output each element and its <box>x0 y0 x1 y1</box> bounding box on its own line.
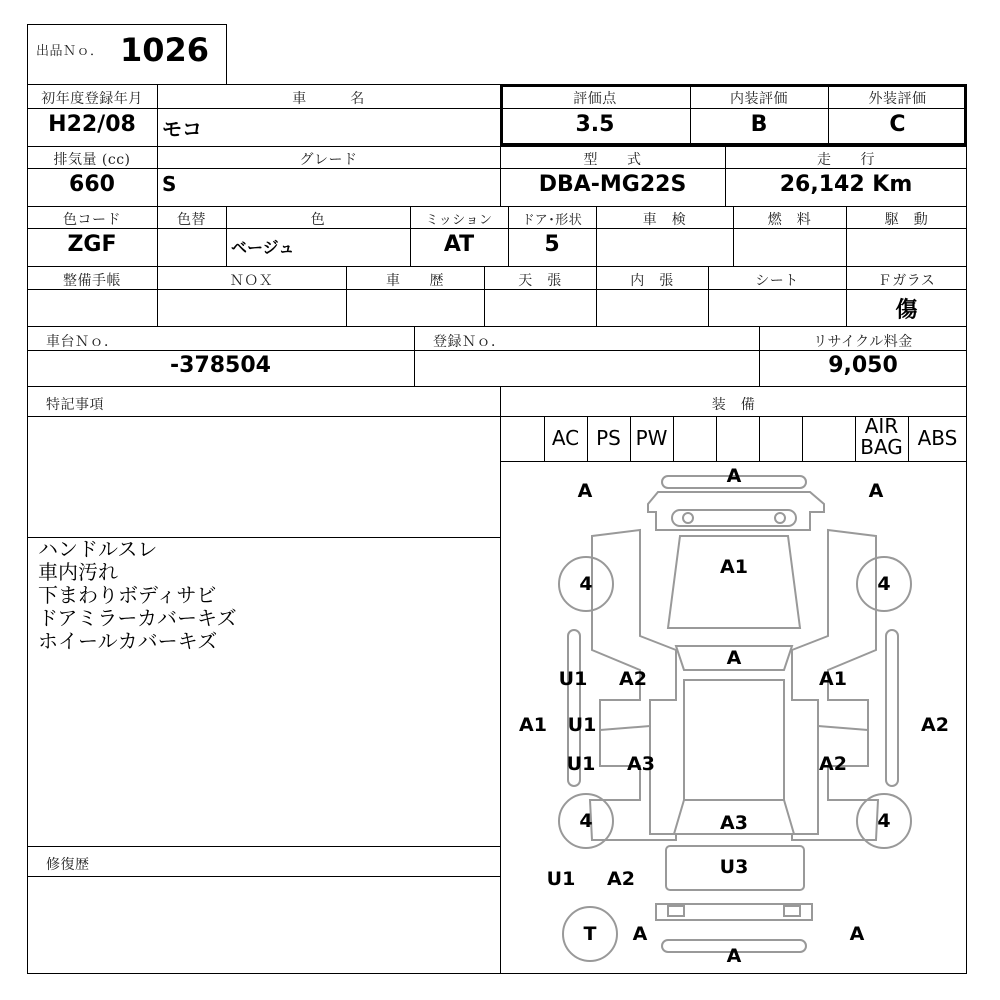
mark-front-left-corner: A <box>577 480 593 502</box>
mark-right-side: A2 <box>921 714 949 736</box>
remark-line: ドアミラーカバーキズ <box>38 606 237 630</box>
mark-right-front-door: A1 <box>819 668 847 690</box>
history-label: 車 歴 <box>386 273 444 289</box>
mark-front-right-corner: A <box>868 480 884 502</box>
remark-line: 車内汚れ <box>38 560 118 584</box>
door-label: ドア･形状 <box>521 213 583 228</box>
color-value: ベージュ <box>231 238 295 257</box>
registration-label: 登録Ｎｏ． <box>433 334 506 350</box>
remark-line: ハンドルスレ <box>38 537 158 561</box>
mission-label: ミッション <box>425 213 493 228</box>
grade-label: グレード <box>299 152 358 168</box>
lot-label: 出品Ｎｏ． <box>36 44 104 59</box>
mark-left-sill: U1 <box>567 714 597 736</box>
inspection-label: 車 検 <box>642 212 687 228</box>
car-name-label: 車 名 <box>292 91 365 107</box>
mark-rear-bumper: A <box>726 945 742 967</box>
remark-line: 下まわりボディサビ <box>38 583 217 607</box>
maintenance-label: 整備手帳 <box>63 273 121 289</box>
mark-left-rear-door-u: U1 <box>566 753 596 775</box>
door-value: 5 <box>544 232 560 257</box>
interior-value: B <box>750 112 768 137</box>
equip-airbag: AIR BAG <box>860 414 903 459</box>
car-name-value: モコ <box>162 117 202 141</box>
color-code-value: ZGF <box>67 232 117 257</box>
color-change-label: 色替 <box>177 212 206 228</box>
equip-pw: PW <box>635 426 668 450</box>
mark-front-left-tire: 4 <box>579 573 593 595</box>
roof-label: 天 張 <box>518 273 562 289</box>
mark-hood: A1 <box>720 556 748 578</box>
interior-trim-label: 内 張 <box>630 273 674 289</box>
first-reg-value: H22/08 <box>48 112 136 137</box>
mark-rear-left-u: U1 <box>546 868 576 890</box>
remarks-label: 特記事項 <box>46 397 104 413</box>
mark-rear-right-tire: 4 <box>877 810 891 832</box>
interior-label: 内装評価 <box>730 91 788 107</box>
mark-left-side: A1 <box>519 714 547 736</box>
exterior-label: 外装評価 <box>868 91 927 107</box>
model-label: 型 式 <box>583 152 642 168</box>
remark-line: ホイールカバーキズ <box>38 629 218 653</box>
mark-tailgate: U3 <box>719 856 749 878</box>
mark-left-front-door: A2 <box>619 668 647 690</box>
mark-left-front-fender: U1 <box>558 668 588 690</box>
score-value: 3.5 <box>575 112 615 137</box>
fglass-value: 傷 <box>895 297 918 323</box>
displacement-value: 660 <box>69 172 115 197</box>
equip-ps: PS <box>596 426 621 450</box>
mileage-value: 26,142 Km <box>779 172 913 197</box>
grade-value: S <box>162 172 177 196</box>
model-value: DBA-MG22S <box>538 172 687 197</box>
score-label: 評価点 <box>573 91 617 107</box>
mark-rear-bumper-right: A <box>849 923 865 945</box>
mark-rear-bumper-left: A <box>632 923 648 945</box>
repair-label: 修復歴 <box>46 857 90 873</box>
chassis-label: 車台Ｎｏ． <box>46 334 119 350</box>
recycle-value: 9,050 <box>828 353 898 378</box>
mission-value: AT <box>443 232 475 257</box>
first-reg-label: 初年度登録年月 <box>41 91 143 107</box>
mark-left-rear-door: A3 <box>627 753 655 775</box>
mark-windshield: A <box>726 647 742 669</box>
mark-front-bumper: A <box>726 465 742 487</box>
exterior-value: C <box>889 112 906 137</box>
color-code-label: 色コード <box>63 212 121 228</box>
color-label: 色 <box>310 212 326 228</box>
recycle-label: リサイクル料金 <box>813 334 913 350</box>
mileage-label: 走 行 <box>817 152 875 168</box>
equip-abs: ABS <box>917 426 958 450</box>
equip-ac: AC <box>551 426 580 450</box>
lot-number: 1026 <box>120 31 210 69</box>
drive-label: 駆 動 <box>884 212 929 228</box>
nox-label: ＮＯＸ <box>229 273 274 289</box>
fuel-label: 燃 料 <box>767 212 812 228</box>
seat-label: シート <box>755 273 799 289</box>
mark-rear-left-a: A2 <box>607 868 635 890</box>
mark-rear-left-tire: 4 <box>579 810 593 832</box>
mark-right-rear-door: A2 <box>819 753 847 775</box>
mark-rear-glass: A3 <box>720 812 748 834</box>
mark-front-right-tire: 4 <box>877 573 891 595</box>
mark-spare-tire: T <box>583 923 597 945</box>
displacement-label: 排気量 (cc) <box>53 152 131 168</box>
chassis-value: -378504 <box>170 353 271 378</box>
fglass-label: Ｆガラス <box>877 273 936 289</box>
equipment-label: 装 備 <box>711 397 756 413</box>
